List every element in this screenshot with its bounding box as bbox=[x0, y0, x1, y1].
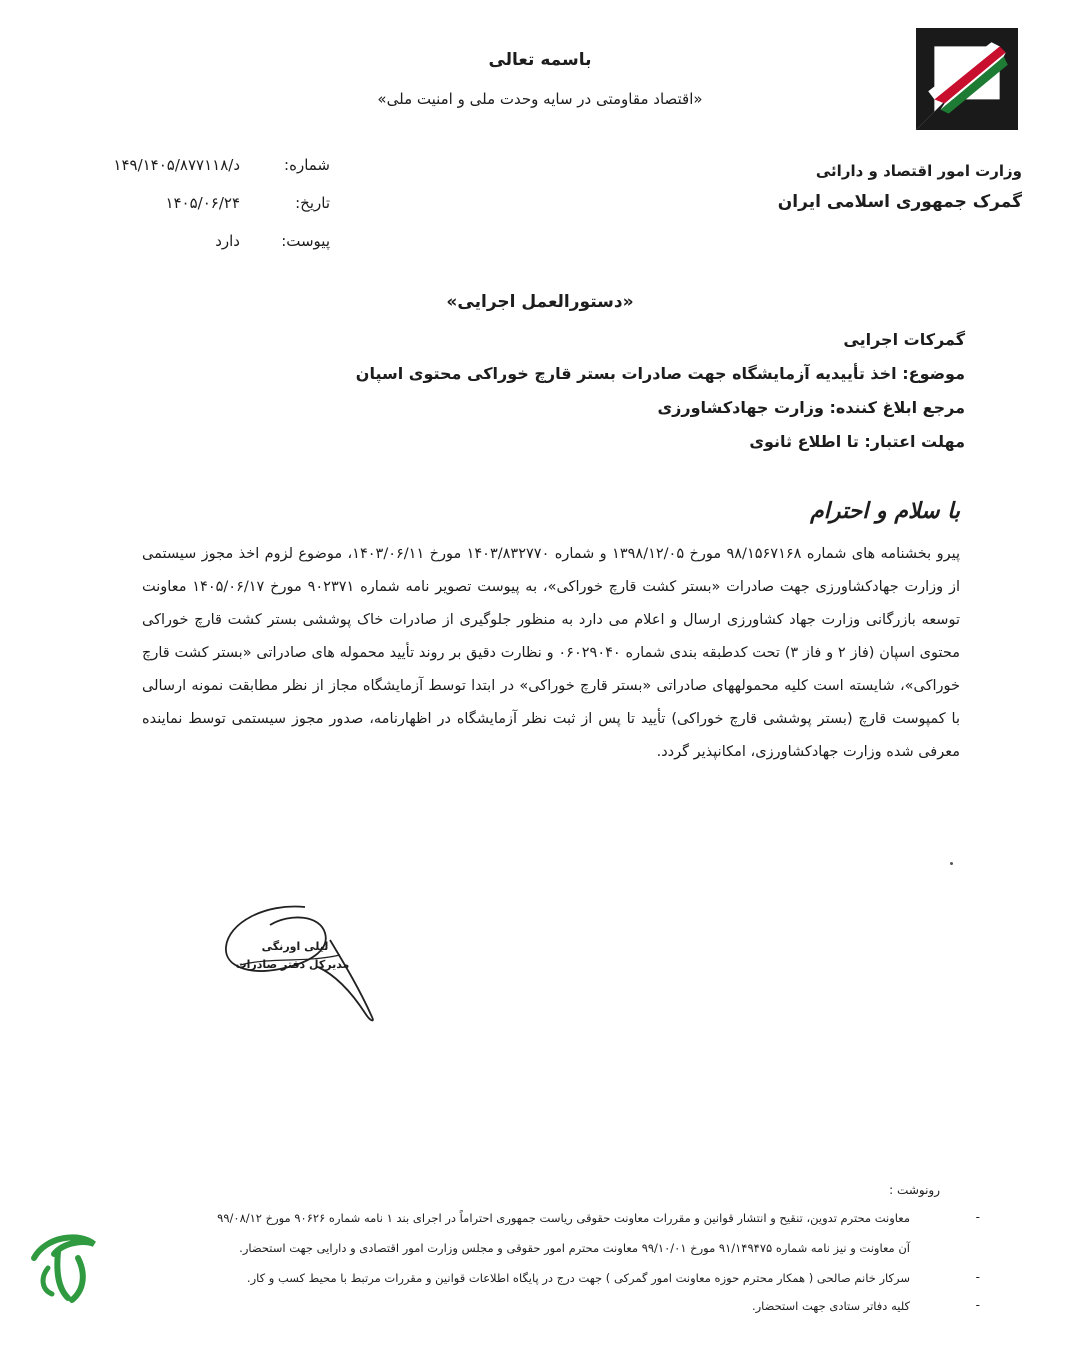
reference-line: مرجع ابلاغ کننده: وزارت جهادکشاورزی bbox=[657, 398, 965, 417]
customs-logo bbox=[916, 28, 1018, 130]
number-value: ۱۴۹/۱۴۰۵/۸۷۷۱۱۸/د bbox=[113, 156, 240, 174]
cc-bullet: - bbox=[975, 1270, 980, 1284]
validity-line: مهلت اعتبار: تا اطلاع ثانوی bbox=[749, 432, 965, 451]
body-paragraph: پیرو بخشنامه های شماره ۹۸/۱۵۶۷۱۶۸ مورخ ۱۳۹۸/۱۲/۰۵ و شماره ۱۴۰۳/۸۳۲۷۷۰ مورخ ۱۴۰۳/۰۶/۱۱، موضوع لزوم اخذ مجوز سیستمی از وزارت جهادکشاورزی جهت صادرات «بستر کشت قارچ خوراکی»، به پیوست تصویر نامه شماره ۹۰۲۳۷۱ مورخ ۱۴۰۵/۰۶/۱۷ معاونت توسعه بازرگانی وزارت جهاد کشاورزی ارسال و اعلام می دارد به منظور جلوگیری از صادرات خاک پوششی بستر کشت قارچ خوراکی محتوی اسپان (فاز ۲ و فاز ۳) تحت کدطبقه بندی شماره ۰۶۰۲۹۰۴۰ و نظارت دقیق بر روند تأیید محموله های صادراتی «بستر کشت قارچ خوراکی»، شایسته است کلیه محمولههای صادراتی «بستر قارچ خوراکی» در ابتدا توسط آزمایشگاه مجاز از نظر مطابقت نمونه ارسالی با کمپوست قارچ (بستر پوششی قارچ خوراکی) تأیید تا پس از ثبت نظر آزمایشگاه در اظهارنامه، صدور مجوز سیستمی توسط نماینده معرفی شده وزارت جهادکشاورزی، امکانپذیر گردد. bbox=[142, 546, 960, 760]
addressee: گمرکات اجرایی bbox=[843, 330, 965, 349]
document-type: «دستورالعمل اجرایی» bbox=[446, 292, 634, 312]
subject-line: موضوع: اخذ تأییدیه آزمایشگاه جهت صادرات بستر قارچ خوراکی محتوی اسپان bbox=[355, 364, 965, 383]
cc-item: معاونت محترم تدوین، تنقیح و انتشار قوانین و مقررات معاونت حقوقی ریاست جمهوری احتراماً در اجرای بند ۱ نامه شماره ۹۰۶۲۶ مورخ ۹۹/۰۸/۱۲ bbox=[217, 1211, 910, 1225]
cc-bullet: - bbox=[975, 1298, 980, 1312]
cc-item: کلیه دفاتر ستادی جهت استحضار. bbox=[751, 1299, 910, 1313]
cc-title: رونوشت : bbox=[889, 1183, 940, 1197]
cc-item: آن معاونت و نیز نامه شماره ۹۱/۱۴۹۴۷۵ مورخ ۹۹/۱۰/۰۱ معاونت محترم امور حقوقی و مجلس وزارت امور اقتصادی و دارایی جهت استحضار. bbox=[239, 1241, 910, 1255]
attachment-value: دارد bbox=[215, 232, 240, 250]
date-value: ۱۴۰۵/۰۶/۲۴ bbox=[165, 194, 240, 212]
cc-bullet: - bbox=[975, 1210, 980, 1224]
greeting: با سلام و احترام bbox=[810, 498, 960, 524]
cc-item: سرکار خانم صالحی ( همکار محترم حوزه معاونت امور گمرکی ) جهت درج در پایگاه اطلاعات قوانین و مقررات مرتبط با محیط کسب و کار. bbox=[246, 1271, 910, 1285]
organization-name: گمرک جمهوری اسلامی ایران bbox=[777, 192, 1022, 212]
ink-dot bbox=[950, 862, 953, 865]
signer-title: مدیرکل دفتر صادرات bbox=[235, 958, 350, 971]
ministry-name: وزارت امور اقتصاد و دارائی bbox=[815, 162, 1022, 180]
signer-name: لیلی اورنگی bbox=[261, 940, 329, 953]
slogan: «اقتصاد مقاومتی در سایه وحدت ملی و امنیت ملی» bbox=[377, 90, 703, 108]
publisher-logo bbox=[28, 1228, 100, 1306]
attachment-label: پیوست: bbox=[281, 232, 330, 250]
basmala: باسمه تعالی bbox=[488, 50, 592, 70]
number-label: شماره: bbox=[284, 156, 330, 174]
date-label: تاریخ: bbox=[295, 194, 330, 212]
